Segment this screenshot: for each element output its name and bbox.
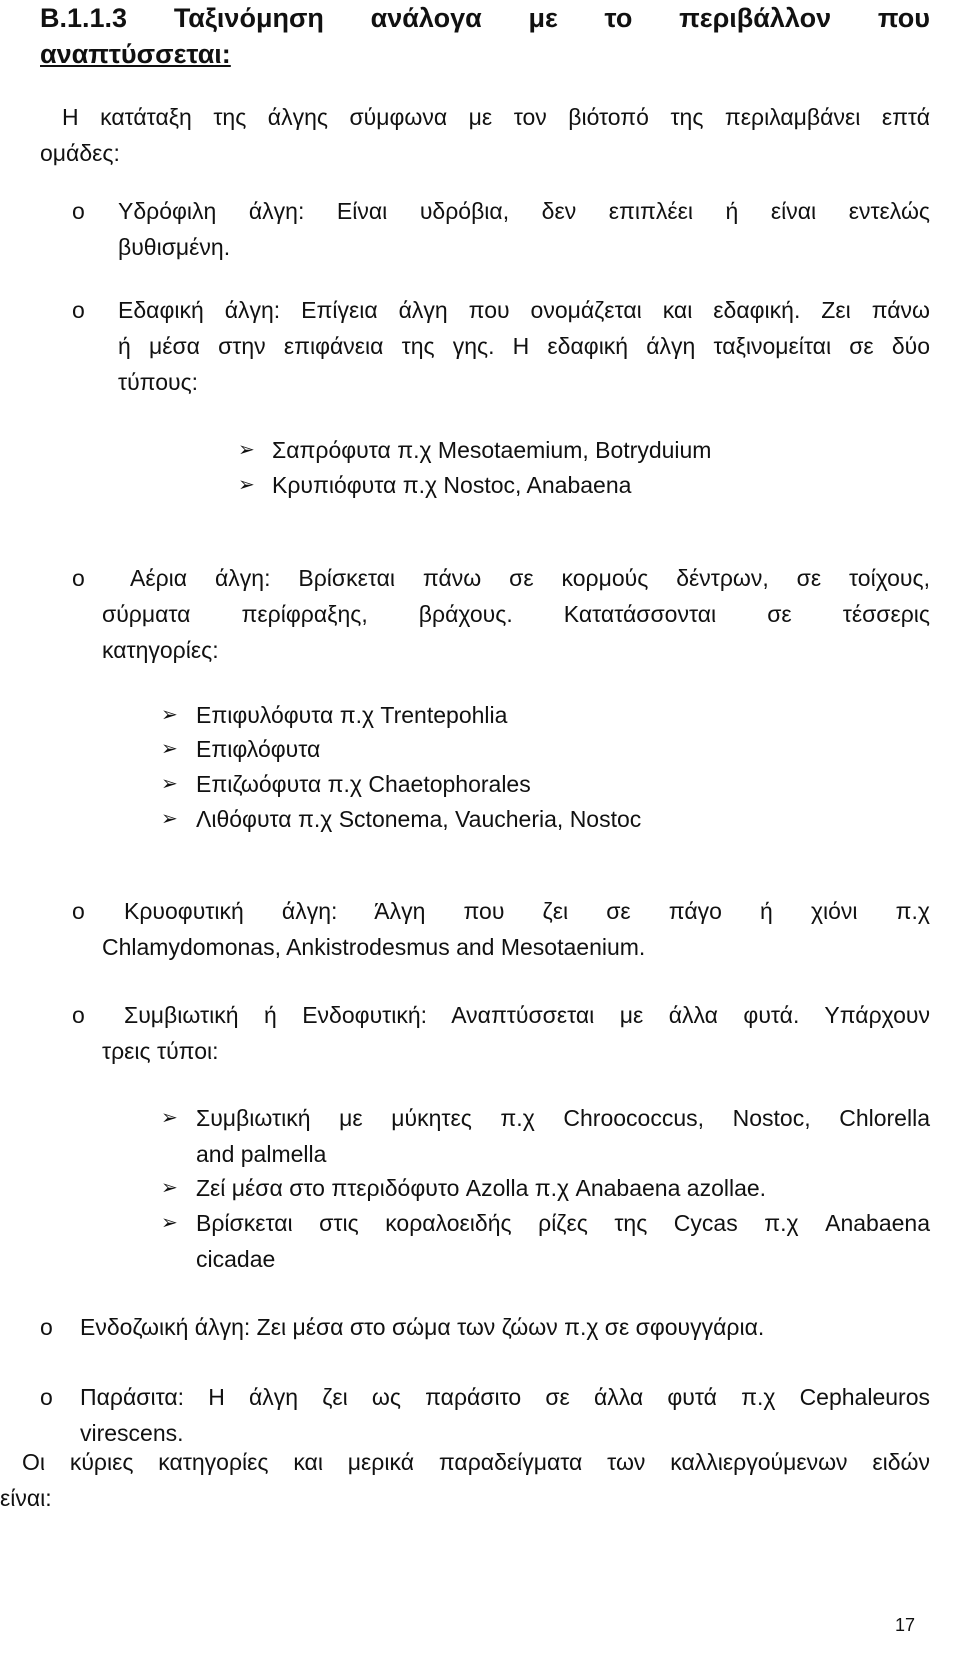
arrow-bullet-icon: ➢ (161, 704, 178, 726)
item-symbiotic (102, 997, 930, 1069)
arrow-bullet-icon: ➢ (161, 1212, 178, 1234)
sub-item: Επιφλόφυτα (196, 736, 321, 762)
bullet-marker: o (40, 1384, 53, 1410)
sub-item (196, 1205, 930, 1277)
bullet-marker: o (72, 898, 85, 924)
intro-line-2: ομάδες: (40, 140, 120, 166)
item-terrestrial (118, 292, 930, 400)
arrow-bullet-icon: ➢ (161, 773, 178, 795)
item-line: Εδαφική άλγη: Επίγεια άλγη που ονομάζεται και εδαφική. Ζει πάνω (118, 297, 930, 323)
item-parasitic (80, 1379, 930, 1451)
item-line: Συμβιωτική ή Ενδοφυτική: Αναπτύσσεται με άλλα φυτά. Υπάρχουν (124, 1002, 930, 1028)
intro-line-1: Η κατάταξη της άλγης σύμφωνα με τον βιότοπό της περιλαμβάνει επτά (62, 104, 930, 130)
item-line: τύπους: (118, 369, 199, 395)
arrow-bullet-icon: ➢ (238, 474, 255, 496)
sub-item: Ζεί μέσα στο πτεριδόφυτο Azolla π.χ Anabaena azollae. (196, 1175, 767, 1201)
bullet-marker: o (72, 297, 85, 323)
item-line: Κρυοφυτική άλγη: Άλγη που ζει σε πάγο ή χιόνι π.χ (124, 898, 930, 924)
sub-item-line: cicadae (196, 1246, 276, 1272)
heading-line-1: B.1.1.3 Ταξινόμηση ανάλογα με το περιβάλλον που (40, 3, 930, 33)
section-heading (40, 0, 930, 72)
arrow-bullet-icon: ➢ (238, 439, 255, 461)
sub-item: Επιζωόφυτα π.χ Chaetophorales (196, 771, 531, 797)
item-line: βυθισμένη. (118, 234, 231, 260)
arrow-bullet-icon: ➢ (161, 808, 178, 830)
intro-paragraph (40, 99, 930, 171)
sub-item-line: and palmella (196, 1141, 327, 1167)
item-aerial (102, 560, 930, 668)
item-line: τρεις τύποι: (102, 1038, 219, 1064)
bullet-marker: o (72, 198, 85, 224)
sub-item-line: Συμβιωτική με μύκητες π.χ Chroococcus, Nostoc, Chlorella (196, 1105, 930, 1131)
item-line: κατηγορίες: (102, 637, 219, 663)
item-line: Παράσιτα: Η άλγη ζει ως παράσιτο σε άλλα φυτά π.χ Cephaleuros (80, 1384, 930, 1410)
item-endozoic: Ενδοζωική άλγη: Ζει μέσα στο σώμα των ζώων π.χ σε σφουγγάρια. (80, 1314, 765, 1340)
arrow-bullet-icon: ➢ (161, 738, 178, 760)
arrow-bullet-icon: ➢ (161, 1177, 178, 1199)
heading-line-2: αναπτύσσεται: (40, 39, 231, 69)
item-line: Υδρόφιλη άλγη: Είναι υδρόβια, δεν επιπλέει ή είναι εντελώς (118, 198, 930, 224)
closing-line-1: Οι κύριες κατηγορίες και μερικά παραδείγματα των καλλιεργούμενων ειδών (22, 1449, 930, 1475)
sub-item: Επιφυλόφυτα π.χ Trentepohlia (196, 702, 508, 728)
closing-line-2: είναι: (0, 1485, 52, 1511)
sub-item-line: Βρίσκεται στις κοραλοειδής ρίζες της Cycas π.χ Anabaena (196, 1210, 930, 1236)
item-line: ή μέσα στην επιφάνεια της γης. Η εδαφική άλγη ταξινομείται σε δύο (118, 333, 930, 359)
page-number: 17 (895, 1615, 916, 1635)
item-line: Chlamydomonas, Ankistrodesmus and Mesotaenium. (102, 934, 646, 960)
bullet-marker: o (40, 1314, 53, 1340)
item-hydrophilic (118, 193, 930, 265)
bullet-marker: o (72, 565, 85, 591)
item-line: Αέρια άλγη: Βρίσκεται πάνω σε κορμούς δέντρων, σε τοίχους, (130, 565, 930, 591)
closing-paragraph (0, 1444, 930, 1516)
item-cryophilic (102, 893, 930, 965)
sub-item (196, 1100, 930, 1172)
sub-item: Κρυπιόφυτα π.χ Nostoc, Anabaena (272, 472, 632, 498)
item-line: virescens. (80, 1420, 184, 1446)
sub-item: Σαπρόφυτα π.χ Mesotaemium, Botryduium (272, 437, 712, 463)
sub-item: Λιθόφυτα π.χ Sctonema, Vaucheria, Nostoc (196, 806, 642, 832)
item-line: σύρματα περίφραξης, βράχους. Κατατάσσονται σε τέσσερις (102, 601, 930, 627)
arrow-bullet-icon: ➢ (161, 1107, 178, 1129)
bullet-marker: o (72, 1002, 85, 1028)
